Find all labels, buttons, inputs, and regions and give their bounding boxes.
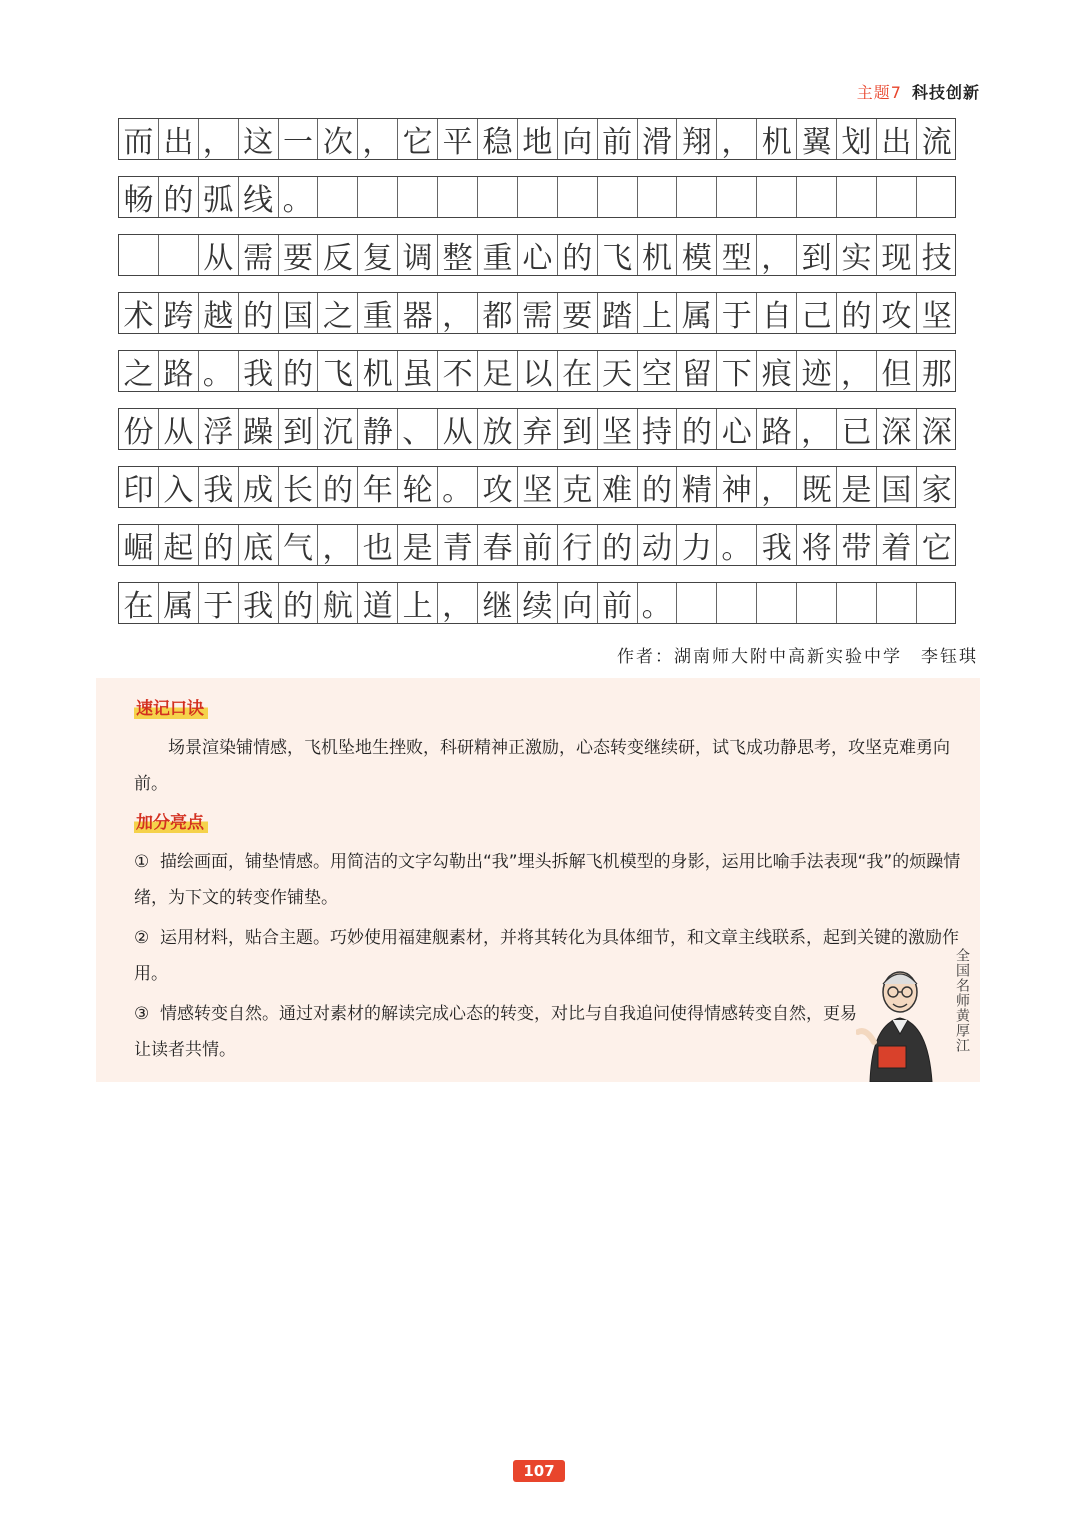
grid-cell: 出 [877, 119, 917, 159]
grid-cell: 已 [837, 409, 877, 449]
topic-label: 科技创新 [911, 83, 980, 102]
grid-cell: 。 [199, 351, 239, 391]
grid-cell: 的 [239, 293, 279, 333]
highlight-number: ① [134, 852, 150, 872]
grid-cell: 弧 [199, 177, 239, 217]
grid-cell: 出 [159, 119, 199, 159]
grid-cell: 难 [598, 467, 638, 507]
grid-cell: 自 [757, 293, 797, 333]
grid-cell: 实 [837, 235, 877, 275]
grid-cell: 到 [558, 409, 598, 449]
grid-cell [598, 177, 638, 217]
grid-cell: 的 [598, 525, 638, 565]
grid-cell: 于 [717, 293, 757, 333]
grid-cell: ， [438, 583, 478, 623]
grid-cell: 从 [199, 235, 239, 275]
grid-cell: 的 [677, 409, 717, 449]
grid-cell: 踏 [598, 293, 638, 333]
grid-cell: 型 [717, 235, 757, 275]
grid-cell: 持 [638, 409, 678, 449]
grid-cell: 复 [358, 235, 398, 275]
grid-cell: 在 [558, 351, 598, 391]
grid-cell: 从 [438, 409, 478, 449]
grid-cell: 着 [877, 525, 917, 565]
grid-cell: 前 [518, 525, 558, 565]
grid-cell: 沉 [318, 409, 358, 449]
grid-cell: 继 [478, 583, 518, 623]
grid-cell [917, 177, 957, 217]
grid-cell: 反 [318, 235, 358, 275]
grid-cell: 深 [921, 415, 952, 450]
grid-cell: 而 [119, 119, 159, 159]
mnemonic-title: 速记口诀 [134, 694, 208, 719]
grid-cell: 份 [119, 409, 159, 449]
grid-cell: 带 [837, 525, 877, 565]
grid-cell: 现 [877, 235, 917, 275]
highlights-title: 加分亮点 [134, 808, 208, 833]
grid-cell: 越 [199, 293, 239, 333]
grid-cell: 道 [358, 583, 398, 623]
grid-cell: 下 [717, 351, 757, 391]
grid-cell [677, 583, 717, 623]
grid-cell: 是 [837, 467, 877, 507]
grid-cell: 印 [119, 467, 159, 507]
grid-cell: 的 [279, 351, 319, 391]
grid-cell: 躁 [239, 409, 279, 449]
grid-cell: 模 [677, 235, 717, 275]
grid-cell: 深 [877, 409, 917, 449]
grid-row [118, 118, 956, 160]
grid-cell: ， [318, 525, 358, 565]
grid-cell: 的 [159, 177, 199, 217]
highlight-item-1 [134, 844, 964, 916]
grid-cell: 术 [119, 293, 159, 333]
grid-cell [757, 583, 797, 623]
grid-cell: 春 [478, 525, 518, 565]
grid-cell: 。 [438, 467, 478, 507]
theme-label: 主题7 [856, 83, 902, 102]
grid-cell: 坚 [598, 409, 638, 449]
grid-cell [837, 177, 877, 217]
grid-row [118, 292, 956, 334]
grid-cell: ， [757, 467, 797, 507]
grid-cell: 属 [677, 293, 717, 333]
highlight-text: 描绘画面，铺垫情感。用简洁的文字勾勒出“我”埋头拆解飞机模型的身影，运用比喻手法表现“我”的烦躁情绪，为下文的转变作铺垫。 [134, 852, 961, 908]
grid-cell: 长 [279, 467, 319, 507]
grid-cell: 弃 [518, 409, 558, 449]
grid-cell: 机 [757, 119, 797, 159]
grid-cell: 将 [797, 525, 837, 565]
grid-cell [159, 235, 199, 275]
grid-cell: 机 [358, 351, 398, 391]
grid-cell [797, 583, 837, 623]
grid-cell: 国 [877, 467, 917, 507]
grid-cell: 整 [438, 235, 478, 275]
grid-cell: 虽 [398, 351, 438, 391]
grid-cell [438, 177, 478, 217]
grid-cell: 畅 [119, 177, 159, 217]
grid-cell: 跨 [159, 293, 199, 333]
grid-cell: 重 [478, 235, 518, 275]
grid-row [118, 466, 956, 508]
grid-cell [917, 583, 957, 623]
grid-cell: 地 [518, 119, 558, 159]
grid-cell: 滑 [638, 119, 678, 159]
grid-cell: ， [438, 293, 478, 333]
grid-row [118, 524, 956, 566]
grid-cell: 家 [921, 473, 952, 508]
grid-cell: 线 [239, 177, 279, 217]
grid-cell [119, 235, 159, 275]
grid-cell: 前 [598, 583, 638, 623]
grid-cell: 从 [159, 409, 199, 449]
grid-cell: 的 [199, 525, 239, 565]
grid-cell: 需 [239, 235, 279, 275]
grid-cell: 精 [677, 467, 717, 507]
grid-cell: 入 [159, 467, 199, 507]
highlight-number: ② [134, 928, 150, 948]
grid-cell: 放 [478, 409, 518, 449]
grid-cell: 续 [518, 583, 558, 623]
grid-cell: 天 [598, 351, 638, 391]
grid-cell: 次 [318, 119, 358, 159]
grid-cell: 需 [518, 293, 558, 333]
grid-cell: 向 [558, 583, 598, 623]
grid-cell: 之 [119, 351, 159, 391]
grid-cell: 翼 [797, 119, 837, 159]
grid-cell: 飞 [318, 351, 358, 391]
grid-cell [478, 177, 518, 217]
grid-cell: 它 [921, 531, 952, 566]
grid-cell: 机 [638, 235, 678, 275]
grid-cell: 既 [797, 467, 837, 507]
grid-cell: 的 [279, 583, 319, 623]
grid-cell: 轮 [398, 467, 438, 507]
grid-cell: 要 [558, 293, 598, 333]
grid-cell [877, 177, 917, 217]
grid-cell: 浮 [199, 409, 239, 449]
grid-cell: 神 [717, 467, 757, 507]
grid-cell: 我 [757, 525, 797, 565]
grid-cell: 心 [717, 409, 757, 449]
grid-row [118, 350, 956, 392]
grid-cell: 力 [677, 525, 717, 565]
grid-cell: 气 [279, 525, 319, 565]
grid-cell: 我 [199, 467, 239, 507]
grid-cell [757, 177, 797, 217]
highlight-text: 运用材料，贴合主题。巧妙使用福建舰素材，并将其转化为具体细节，和文章主线联系，起到关键的激励作用。 [134, 928, 959, 984]
mnemonic-text: 场景渲染铺情感，飞机坠地生挫败，科研精神正激励，心态转变继续研，试飞成功静思考，攻坚克难勇向前。 [134, 738, 950, 794]
grid-cell: 调 [398, 235, 438, 275]
grid-cell: 迹 [797, 351, 837, 391]
grid-cell: ， [358, 119, 398, 159]
grid-row [118, 582, 956, 624]
grid-cell: 留 [677, 351, 717, 391]
grid-cell: 于 [199, 583, 239, 623]
grid-row [118, 234, 956, 276]
grid-cell: 路 [159, 351, 199, 391]
grid-cell: ， [757, 235, 797, 275]
grid-cell [518, 177, 558, 217]
grid-cell: 我 [239, 351, 279, 391]
manuscript-grid [118, 118, 956, 640]
grid-cell: 崛 [119, 525, 159, 565]
grid-cell: 的 [558, 235, 598, 275]
grid-cell: 克 [558, 467, 598, 507]
grid-cell [558, 177, 598, 217]
grid-cell [358, 177, 398, 217]
grid-cell [398, 177, 438, 217]
grid-cell [877, 583, 917, 623]
grid-cell: 青 [438, 525, 478, 565]
grid-cell: 。 [279, 177, 319, 217]
highlight-item-2 [134, 920, 964, 992]
grid-cell: 的 [638, 467, 678, 507]
tips-box [96, 678, 980, 1082]
teacher-label: 全国名师黄厚江 [954, 948, 970, 1053]
grid-cell: 坚 [518, 467, 558, 507]
grid-cell: 的 [318, 467, 358, 507]
grid-cell [797, 177, 837, 217]
grid-cell: 。 [717, 525, 757, 565]
grid-cell [717, 177, 757, 217]
grid-cell: 要 [279, 235, 319, 275]
author-line: 作者：湖南师大附中高新实验中学 李钰琪 [617, 647, 978, 667]
grid-cell: 我 [239, 583, 279, 623]
grid-cell [837, 583, 877, 623]
grid-cell: 航 [318, 583, 358, 623]
grid-cell: 行 [558, 525, 598, 565]
grid-cell: 重 [358, 293, 398, 333]
grid-cell: 上 [398, 583, 438, 623]
grid-cell: 静 [358, 409, 398, 449]
grid-cell: 稳 [478, 119, 518, 159]
grid-cell: 痕 [757, 351, 797, 391]
grid-cell: 前 [598, 119, 638, 159]
grid-cell: 它 [398, 119, 438, 159]
grid-cell: 之 [318, 293, 358, 333]
grid-cell: 一 [279, 119, 319, 159]
grid-cell: ， [837, 351, 877, 391]
grid-cell: 到 [279, 409, 319, 449]
grid-cell: 的 [837, 293, 877, 333]
grid-cell: 也 [358, 525, 398, 565]
grid-cell: 到 [797, 235, 837, 275]
grid-cell: 年 [358, 467, 398, 507]
teacher-illustration-icon [856, 962, 942, 1082]
grid-cell: 技 [921, 241, 952, 276]
grid-cell: 攻 [877, 293, 917, 333]
grid-cell: 己 [797, 293, 837, 333]
grid-cell: 翔 [677, 119, 717, 159]
grid-cell: 器 [398, 293, 438, 333]
grid-cell: 国 [279, 293, 319, 333]
running-head [857, 80, 980, 103]
grid-cell: 是 [398, 525, 438, 565]
grid-cell: 底 [239, 525, 279, 565]
grid-cell: 足 [478, 351, 518, 391]
grid-row [118, 408, 956, 450]
grid-cell: 不 [438, 351, 478, 391]
grid-cell: 划 [837, 119, 877, 159]
grid-cell: ， [199, 119, 239, 159]
grid-cell: 空 [638, 351, 678, 391]
grid-cell: 心 [518, 235, 558, 275]
grid-cell: 向 [558, 119, 598, 159]
grid-row [118, 176, 956, 218]
grid-cell: 坚 [921, 299, 952, 334]
grid-cell: 流 [921, 125, 952, 160]
grid-cell: 飞 [598, 235, 638, 275]
grid-cell [638, 177, 678, 217]
grid-cell: 路 [757, 409, 797, 449]
grid-cell: 起 [159, 525, 199, 565]
grid-cell: 但 [877, 351, 917, 391]
grid-cell: 在 [119, 583, 159, 623]
grid-cell: 平 [438, 119, 478, 159]
highlight-number: ③ [134, 1004, 150, 1024]
grid-cell: 那 [921, 357, 952, 392]
grid-cell: 以 [518, 351, 558, 391]
grid-cell: 这 [239, 119, 279, 159]
grid-cell: 上 [638, 293, 678, 333]
grid-cell: 、 [398, 409, 438, 449]
grid-cell [717, 583, 757, 623]
grid-cell [677, 177, 717, 217]
grid-cell: 属 [159, 583, 199, 623]
grid-cell: 攻 [478, 467, 518, 507]
grid-cell: 动 [638, 525, 678, 565]
highlight-item-3 [134, 996, 864, 1068]
grid-cell [318, 177, 358, 217]
page-number: 107 [513, 1460, 565, 1482]
grid-cell: 。 [638, 583, 678, 623]
grid-cell: ， [717, 119, 757, 159]
grid-cell: 成 [239, 467, 279, 507]
highlight-text: 情感转变自然。通过对素材的解读完成心态的转变，对比与自我追问使得情感转变自然，更易让读者共情。 [134, 1004, 857, 1060]
grid-cell: 都 [478, 293, 518, 333]
grid-cell: ， [797, 409, 837, 449]
